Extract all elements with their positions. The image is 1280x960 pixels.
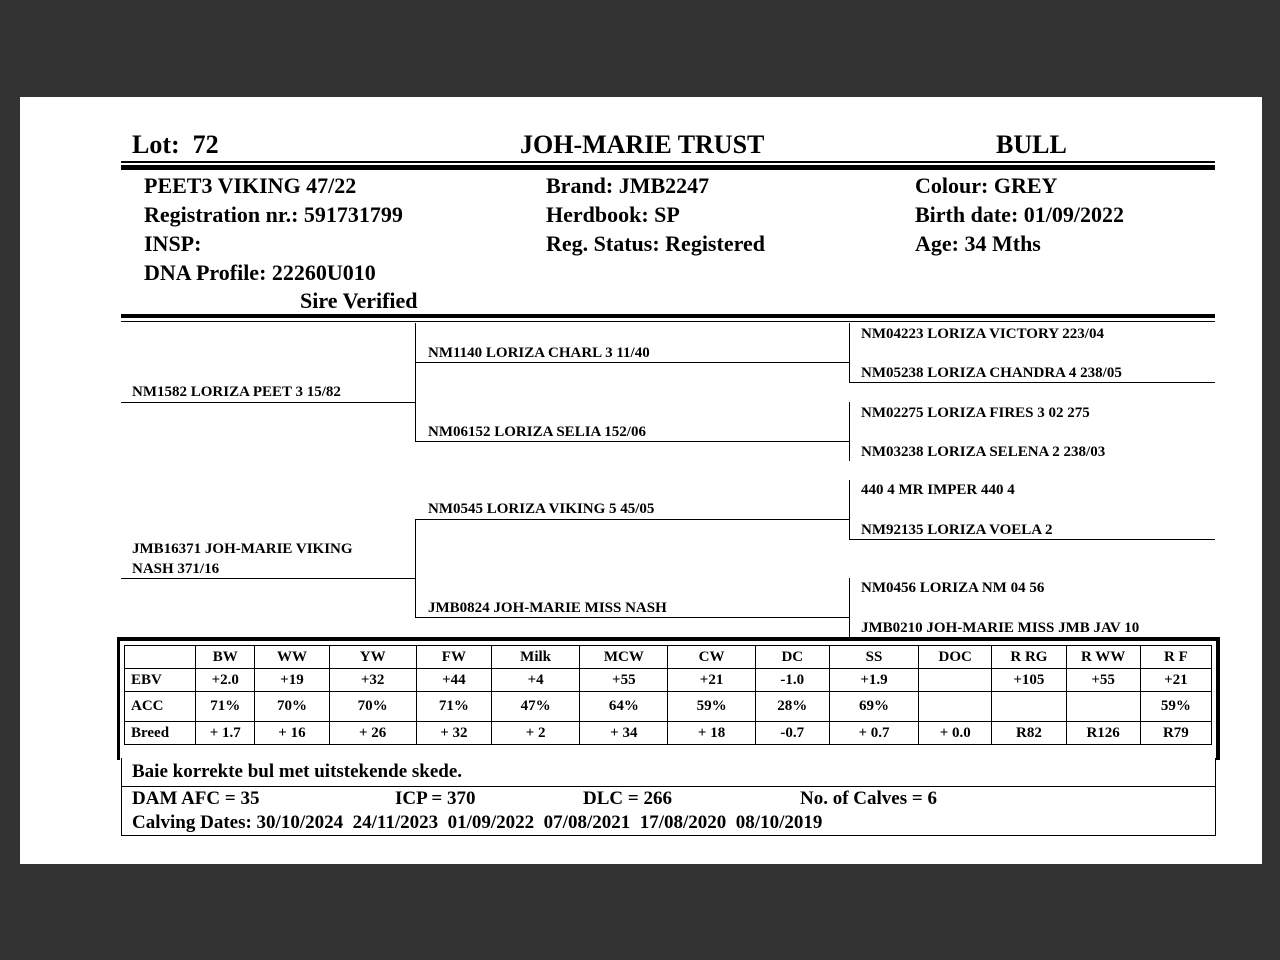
pedigree-sss: NM04223 LORIZA VICTORY 223/04 <box>861 326 1104 342</box>
pedigree-dam-sire: NM0545 LORIZA VIKING 5 45/05 <box>428 501 655 517</box>
table-cell: R126 <box>1066 722 1140 745</box>
dna-profile: DNA Profile: 22260U010 <box>144 260 376 285</box>
lot-label: Lot: 72 <box>132 130 219 159</box>
lot-number: 72 <box>192 130 219 159</box>
table-cell: 69% <box>829 692 918 722</box>
registration-status: Reg. Status: Registered <box>546 231 765 256</box>
table-cell: +44 <box>416 669 491 692</box>
table-cell: +4 <box>491 669 579 692</box>
table-cell: +55 <box>1066 669 1140 692</box>
row-label: ACC <box>125 692 196 722</box>
header-cw: CW <box>668 646 755 669</box>
table-cell: -0.7 <box>755 722 829 745</box>
acc-row <box>125 692 1212 722</box>
header-ss: SS <box>829 646 918 669</box>
table-left-rule <box>117 637 120 760</box>
header-bw: BW <box>196 646 255 669</box>
row-label: Breed <box>125 722 196 745</box>
dam-afc: DAM AFC = 35 <box>132 788 260 809</box>
table-cell <box>1066 692 1140 722</box>
table-cell: + 34 <box>580 722 668 745</box>
insp-label: INSP: <box>144 231 202 256</box>
age: Age: 34 Mths <box>915 231 1041 256</box>
table-cell: + 16 <box>255 722 329 745</box>
header-fw: FW <box>416 646 491 669</box>
table-cell: + 26 <box>329 722 416 745</box>
table-cell: + 18 <box>668 722 755 745</box>
table-cell: + 0.7 <box>829 722 918 745</box>
table-cell: + 2 <box>491 722 579 745</box>
table-cell: 70% <box>329 692 416 722</box>
pedigree-dam-cont: NASH 371/16 <box>132 561 220 577</box>
header-r-f: R F <box>1140 646 1211 669</box>
table-cell: +55 <box>580 669 668 692</box>
pedigree-sds: NM02275 LORIZA FIRES 3 02 275 <box>861 405 1090 421</box>
table-cell: +21 <box>668 669 755 692</box>
table-cell: 70% <box>255 692 329 722</box>
header-doc: DOC <box>919 646 992 669</box>
table-cell: + 1.7 <box>196 722 255 745</box>
herdbook: Herdbook: SP <box>546 202 680 227</box>
table-cell: +105 <box>992 669 1066 692</box>
table-cell: +21 <box>1140 669 1211 692</box>
table-cell <box>919 669 992 692</box>
row-label: EBV <box>125 669 196 692</box>
brand: Brand: JMB2247 <box>546 173 710 198</box>
pedigree-sdd: NM03238 LORIZA SELENA 2 238/03 <box>861 444 1106 460</box>
animal-category: BULL <box>996 130 1067 159</box>
table-cell: + 0.0 <box>919 722 992 745</box>
table-top-rule <box>117 637 1220 641</box>
ebv-table <box>124 645 1212 745</box>
header-r-rg: R RG <box>992 646 1066 669</box>
header-milk: Milk <box>491 646 579 669</box>
table-cell: +19 <box>255 669 329 692</box>
pedigree-dam: JMB16371 JOH-MARIE VIKING <box>132 541 353 557</box>
table-cell: 71% <box>416 692 491 722</box>
pedigree-dss: 440 4 MR IMPER 440 4 <box>861 482 1015 498</box>
table-cell <box>919 692 992 722</box>
table-cell: 64% <box>580 692 668 722</box>
table-cell: 59% <box>1140 692 1211 722</box>
table-cell: 28% <box>755 692 829 722</box>
registration-number: Registration nr.: 591731799 <box>144 202 403 227</box>
pedigree-dsd: NM92135 LORIZA VOELA 2 <box>861 522 1053 538</box>
animal-name: PEET3 VIKING 47/22 <box>144 173 357 198</box>
seller-name: JOH-MARIE TRUST <box>520 130 765 159</box>
header-ww: WW <box>255 646 329 669</box>
pedigree-sire-dam: NM06152 LORIZA SELIA 152/06 <box>428 424 646 440</box>
number-of-calves: No. of Calves = 6 <box>800 788 937 809</box>
table-cell: + 32 <box>416 722 491 745</box>
dlc: DLC = 266 <box>583 788 672 809</box>
ebv-header-row <box>125 646 1212 669</box>
sire-verified: Sire Verified <box>300 288 418 313</box>
calving-dates: Calving Dates: 30/10/2024 24/11/2023 01/09/2022 07/08/2021 17/08/2020 08/10/2019 <box>132 812 823 833</box>
header-yw: YW <box>329 646 416 669</box>
table-right-rule <box>1216 637 1220 760</box>
pedigree-sire: NM1582 LORIZA PEET 3 15/82 <box>132 384 341 400</box>
header-r-ww: R WW <box>1066 646 1140 669</box>
header-cell <box>125 646 196 669</box>
comment-text: Baie korrekte bul met uitstekende skede. <box>132 761 463 782</box>
table-cell <box>992 692 1066 722</box>
header-dc: DC <box>755 646 829 669</box>
pedigree-ddd: JMB0210 JOH-MARIE MISS JMB JAV 10 <box>861 620 1140 636</box>
header-mcw: MCW <box>580 646 668 669</box>
pedigree-ssd: NM05238 LORIZA CHANDRA 4 238/05 <box>861 365 1122 381</box>
ebv-row <box>125 669 1212 692</box>
birth-date: Birth date: 01/09/2022 <box>915 202 1124 227</box>
table-cell: +2.0 <box>196 669 255 692</box>
table-cell: -1.0 <box>755 669 829 692</box>
table-cell: +32 <box>329 669 416 692</box>
table-cell: R79 <box>1140 722 1211 745</box>
colour: Colour: GREY <box>915 173 1058 198</box>
icp: ICP = 370 <box>395 788 476 809</box>
table-cell: 71% <box>196 692 255 722</box>
pedigree-dam-dam: JMB0824 JOH-MARIE MISS NASH <box>428 600 667 616</box>
table-cell: 47% <box>491 692 579 722</box>
pedigree-sire-sire: NM1140 LORIZA CHARL 3 11/40 <box>428 345 650 361</box>
pedigree-dds: NM0456 LORIZA NM 04 56 <box>861 580 1045 596</box>
table-cell: 59% <box>668 692 755 722</box>
table-cell: +1.9 <box>829 669 918 692</box>
table-cell: R82 <box>992 722 1066 745</box>
breed-row <box>125 722 1212 745</box>
